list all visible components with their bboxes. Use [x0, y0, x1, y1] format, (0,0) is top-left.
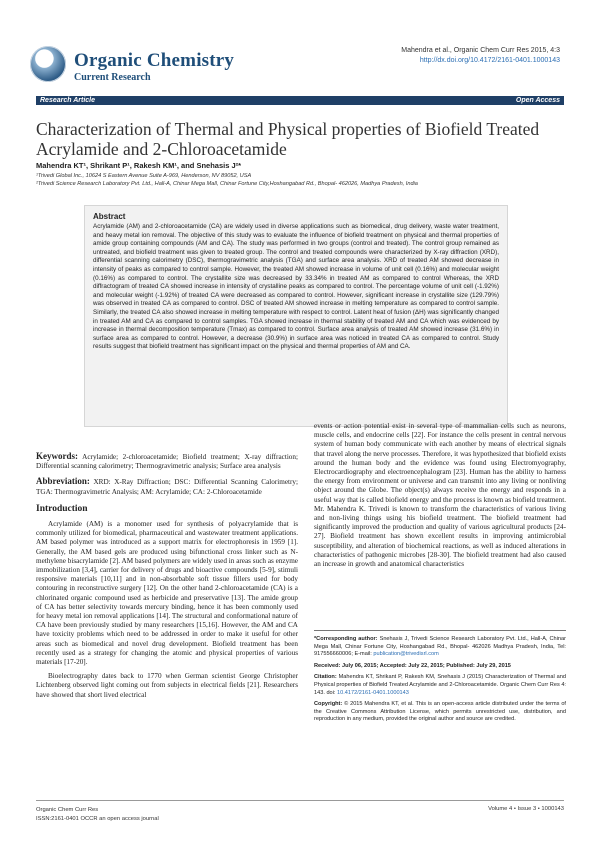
corresponding-label: *Corresponding author: — [314, 636, 378, 642]
footer-divider — [36, 800, 564, 801]
abstract-text: Acrylamide (AM) and 2-chloroacetamide (CA) are widely used in diverse applications such as biomedical, drug delivery, waste water treatment, and heavy metal ion removal. The objective of this study was to evaluate the influence of biofield treatment on physical and thermal properties of amide group containing compounds (AM and CA). The study was performed in two groups (control and treated). The control group remained as untreated, and biofield treatment was given to treated group. The control and treated compounds were characterized by X-ray diffraction (XRD), differential scanning calorimetry (DSC), thermogravimetric analysis (TGA) and surface area analysis. XRD of treated AM showed decrease in intensity of peaks as compared to control sample. However, the treated AM showed increase in volume of unit cell (0.16%) and molecular weight (0.16%) as compared to control. The crystallite size was decreased by 33.34% in treated AM as compared to control Whereas, the XRD diffractogram of treated CA showed increase in intensity of crystalline peaks as compared to control. The percentage volume of unit cell (-1.92%) and molecular weight (-1.92%) of treated CA were decreased as compared to control. However, significant increase in crystallite size (129.79%) was observed in treated CA as compared to control. DSC of treated AM showed increase in melting temperature as compared to control sample. Similarly, the treated CA also showed increase in melting temperature with respect to control. Latent heat of fusion (ΔH) was significantly changed in treated AM and CA as compared to control samples. TGA showed increase in thermal stability of treated AM and CA which was evidenced by increase in thermal decomposition temperature (Tmax) as compared to control. Surface area analysis of treated AM showed increase (31.6%) in surface area as compared to control. However, a decrease (30.9%) in surface area was noticed in treated CA as compared to control. Study results suggest that biofield treatment has significant impact on the physical and thermal properties of AM and CA. — [93, 223, 499, 351]
footer-left — [36, 806, 159, 823]
citation-doi-link[interactable]: 10.4172/2161-0401.1000143 — [337, 689, 409, 696]
notes-divider — [314, 630, 566, 631]
citation-text: Mahendra KT, Shrikant P, Rakesh KM, Snehasis J (2015) Characterization of Thermal and Physical properties of Biofield Treated Acrylamide and 2-Chloroacetamide. Organic Chem Curr Res 4: 143. doi: — [314, 674, 566, 696]
keywords-text: Acrylamide; 2-chloroacetamide; Biofield treatment; X-ray diffraction; Differential scanning calorimetry; Thermogravimetric analysis; Surface area analysis — [36, 453, 298, 471]
article-title: Characterization of Thermal and Physical properties of Biofield Treated Acrylamide and 2-Chloroacetamide — [36, 119, 540, 159]
abbreviation-label: Abbreviation: — [36, 476, 90, 487]
intro-paragraph-3: events or action potential exist in several type of mammalian cells such as neurons, muscle cells, and endocrine cells [22]. For instance the cells present in central nervous system of human body communicate with each another by means of electrical signals that travel along the nerve processes. Therefore, it was hypothesized that biofield exists around the human body and the evidence was found using Electromyography, Electrocardiography and electroencephalogram [23]. Human has the ability to harness the energy from environment or universe and can transmit into any living or nonliving object around the Globe. The object(s) always receive the energy and responds in a useful way that is called biofield energy and the process is known as biofield treatment. Mr. Mahendra K. Trivedi is known to transform the characteristics of various living and non-living things using his biofield treatment. The biofield treatment had significantly improved the production and quality of various agricultural products [24-27]. Biofield treatment has shown excellent results in improving antimicrobial susceptibility, and alteration of biochemical reactions, as well as induced alterations in characteristics of pathogenic microbes [28-30]. The biofield treatment had also caused an increase in growth and anatomical characteristics — [314, 422, 566, 569]
footer-journal: Organic Chem Curr Res — [36, 807, 99, 813]
corresponding-text: Snehasis J, Trivedi Science Research Laboratory Pvt. Ltd., Hall-A, Chinar Mega Mall, Chinar Fortune City, Hoshangabad Rd., Bhopal- 462026 Madhya Pradesh, India, Tel: 917556660006; E-mail: — [314, 636, 566, 658]
doi-link[interactable]: http://dx.doi.org/10.4172/2161-0401.1000143 — [419, 57, 560, 64]
intro-paragraph-1: Acrylamide (AM) is a monomer used for synthesis of polyacrylamide that is commonly utilized for biomedical, pharmaceutical and wastewater treatment applications. AM based polymer was introduced as a support matrix for electrophoresis in 1959 [1]. Generally, the AM based gels are produced using bifunctional cross linker such as N-methylene bisacrylamide [2]. AM based polymers are widely used in areas such as enzyme immobilization [3,4], carrier for delivery of drugs and bioactive compounds [5-9], stimuli responsive materials [10,11] and in non-absorbable soft tissue fillers used for body contouring in reconstructive surgery [12]. On the other hand 2-chloroacetamide (CA) is a chlorinated organic compound used as herbicide and preservative [13]. The amide group of CA has better selectivity towards mercury binding, hence it has been commonly used for heavy metal ion removal applications [14]. The structural and conformational nature of CA have been previously studied by many researchers [15,16]. However, the AM and CA have toxicity problems which need to be addressed in order to make it useful for other areas such as biomedical and novel drug development. Biofield treatment has been recently used as a strategy for changing the atomic and physical properties of various materials [17-20]. — [36, 520, 298, 667]
intro-heading: Introduction — [36, 503, 88, 514]
dates-note: Received: July 06, 2015; Accepted: July 22, 2015; Published: July 29, 2015 — [314, 662, 511, 669]
corresponding-author-note — [314, 636, 566, 659]
citation-note — [314, 674, 566, 697]
citation-line: Mahendra et al., Organic Chem Curr Res 2015, 4:3 — [401, 47, 560, 54]
left-column — [36, 452, 298, 705]
copyright-label: Copyright: — [314, 701, 343, 708]
email-link[interactable]: publication@trivedisrl.com — [373, 651, 439, 658]
affiliation-2: ²Trivedi Science Research Laboratory Pvt. Ltd., Hall-A, Chinar Mega Mall, Chinar Fortune City,Hoshangabad Rd., Bhopal- 462026, Madhya Pradesh, India — [36, 181, 418, 187]
article-notes — [314, 636, 566, 728]
article-type-label: Research Article — [40, 97, 95, 104]
affiliation-1: ¹Trivedi Global Inc., 10624 S Eastern Avenue Suite A-969, Henderson, NV 89052, USA — [36, 173, 252, 179]
keywords — [36, 452, 298, 471]
abstract-box — [84, 205, 508, 427]
abbreviation-text: XRD: X-Ray Diffraction; DSC: Differential Scanning Calorimetry; TGA: Thermogravimetric Analysis; AM: Acrylamide; CA: 2-Chloroacetamide — [36, 478, 299, 496]
footer-volume: Volume 4 • Issue 3 • 1000143 — [488, 806, 564, 812]
keywords-label: Keywords: — [36, 451, 78, 461]
right-column — [314, 422, 566, 569]
affiliations — [36, 172, 566, 188]
footer-issn: ISSN:2161-0401 OCCR an open access journal — [36, 815, 159, 822]
journal-subtitle: Current Research — [74, 72, 151, 83]
open-access-label: Open Access — [515, 97, 560, 104]
author-list: Mahendra KT¹, Shrikant P¹, Rakesh KM¹, and Snehasis J²* — [36, 161, 242, 170]
abstract-heading: Abstract — [93, 212, 126, 221]
citation-header — [401, 46, 560, 66]
article-type-bar — [36, 96, 564, 105]
journal-logo-icon — [30, 46, 66, 82]
copyright-text: © 2015 Mahendra KT, et al. This is an open-access article distributed under the terms of the Creative Commons Attribution License, which permits unrestricted use, distribution, and reproduction in any medium, provided the original author and source are credited. — [314, 701, 566, 723]
copyright-note — [314, 701, 566, 724]
citation-label: Citation: — [314, 674, 337, 681]
abbreviations — [36, 477, 298, 496]
intro-paragraph-2: Bioelectrography dates back to 1770 when German scientist George Christopher Lichtenberg observed light coming out from subjects in electrical fields [21]. Researchers have showed that short lived electrical — [36, 672, 298, 699]
journal-title: Organic Chemistry — [74, 50, 235, 71]
